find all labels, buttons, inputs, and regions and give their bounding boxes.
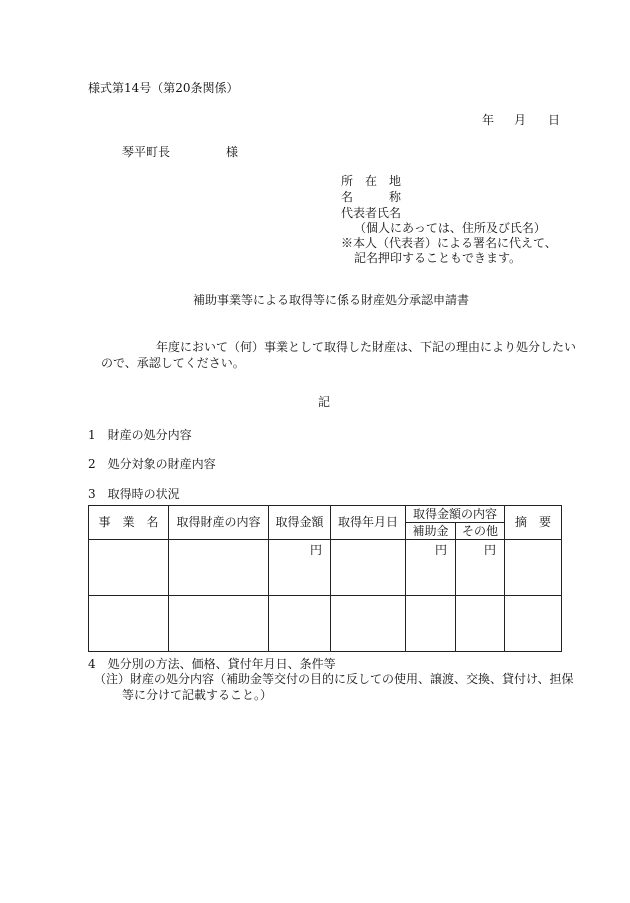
cell-property-content[interactable] (169, 596, 269, 652)
header-remarks: 摘 要 (505, 506, 562, 540)
cell-acquisition-date[interactable] (331, 540, 406, 596)
cell-remarks[interactable] (505, 540, 562, 596)
cell-other[interactable] (456, 596, 505, 652)
header-other: その他 (456, 523, 505, 540)
cell-project-name[interactable] (89, 596, 169, 652)
name-label: 名 称 (341, 190, 402, 204)
cell-acquisition-date[interactable] (331, 596, 406, 652)
cell-project-name[interactable] (89, 540, 169, 596)
addressee: 琴平町長 (122, 145, 171, 159)
header-project-name: 事 業 名 (89, 506, 169, 540)
cell-subsidy[interactable] (406, 596, 456, 652)
signature-note-2: 記名押印することもできます。 (354, 251, 522, 265)
table-row (89, 540, 562, 596)
section-1: 1 財産の処分内容 (88, 428, 192, 442)
cell-subsidy[interactable]: 円 (406, 540, 456, 596)
cell-other[interactable]: 円 (456, 540, 505, 596)
cell-acquisition-amount[interactable] (269, 596, 331, 652)
address-label: 所 在 地 (341, 174, 402, 188)
header-acquisition-date: 取得年月日 (331, 506, 406, 540)
signature-note-1: ※本人（代表者）による署名に代えて、 (341, 236, 557, 250)
cell-acquisition-amount[interactable]: 円 (269, 540, 331, 596)
section-2: 2 処分対象の財産内容 (88, 457, 216, 471)
ki-heading: 記 (318, 395, 331, 409)
date-day-label: 日 (548, 113, 561, 127)
header-acquisition-amount: 取得金額 (269, 506, 331, 540)
honorific: 様 (226, 145, 239, 159)
body-line-2: ので、承認してください。 (101, 356, 245, 370)
date-month-label: 月 (514, 113, 527, 127)
note-line-2: 等に分けて記載すること。） (122, 688, 273, 702)
header-subsidy: 補助金 (406, 523, 456, 540)
note-line-1: （注）財産の処分内容（補助金等交付の目的に反しての使用、譲渡、交換、貸付け、担保 (94, 672, 574, 686)
form-number: 様式第14号（第20条関係） (88, 81, 239, 95)
representative-label: 代表者氏名 (341, 206, 402, 220)
cell-remarks[interactable] (505, 596, 562, 652)
document-title: 補助事業等による取得等に係る財産処分承認申請書 (193, 293, 470, 307)
individual-note: （個人にあっては、住所及び氏名） (354, 221, 546, 235)
section-4: 4 処分別の方法、価格、貸付年月日、条件等 (88, 657, 336, 671)
header-amount-breakdown: 取得金額の内容 (406, 506, 505, 523)
section-3: 3 取得時の状況 (88, 487, 180, 501)
acquisition-status-table (88, 505, 562, 652)
body-line-1: 年度において（何）事業として取得した財産は、下記の理由により処分したい (156, 340, 577, 354)
table-row (89, 596, 562, 652)
cell-property-content[interactable] (169, 540, 269, 596)
header-property-content: 取得財産の内容 (169, 506, 269, 540)
date-year-label: 年 (482, 113, 495, 127)
